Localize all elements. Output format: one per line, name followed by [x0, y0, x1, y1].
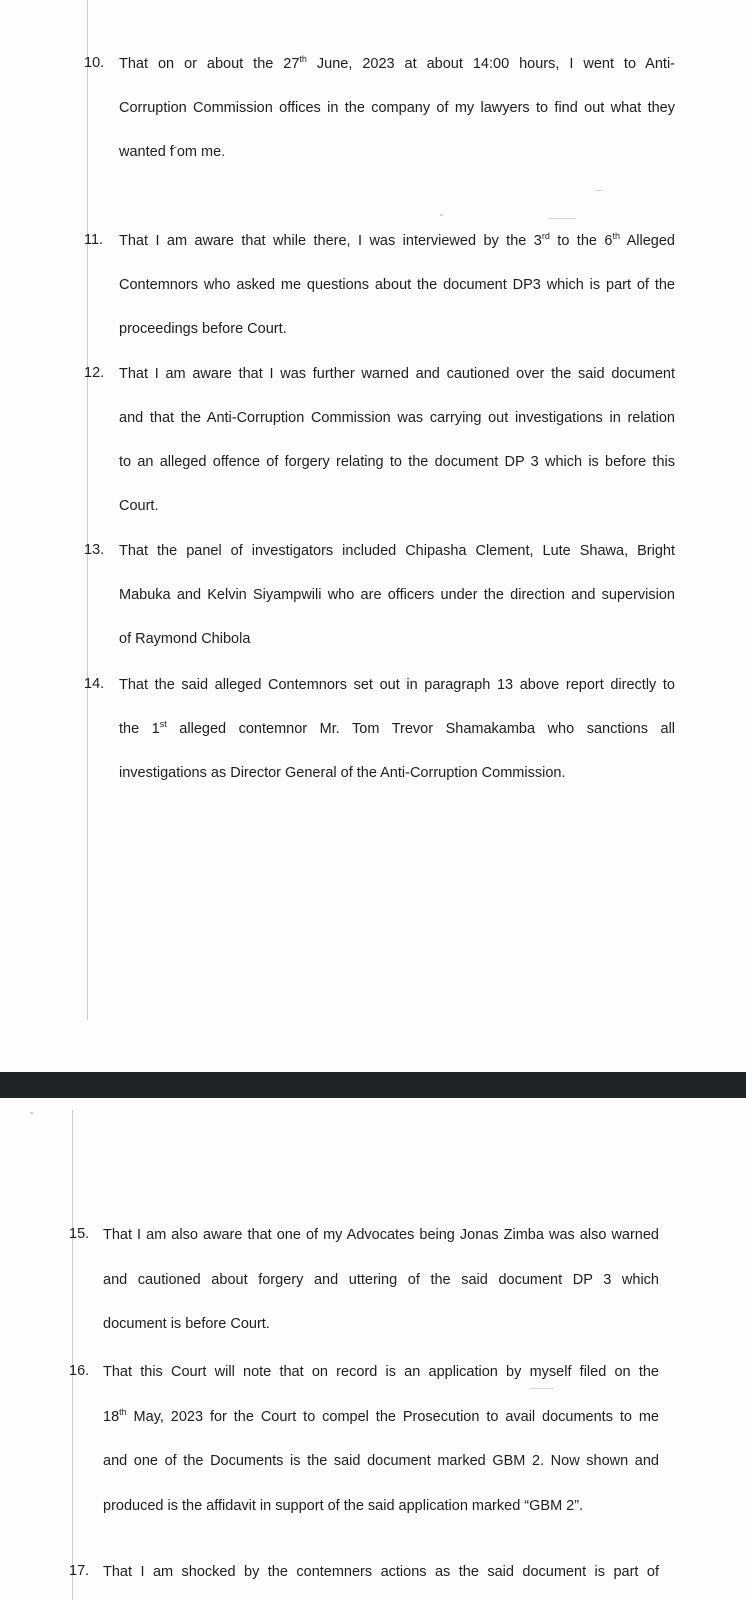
- paragraph-number: 17.: [69, 1563, 90, 1579]
- page-separator: [0, 1072, 746, 1098]
- page-margin-line: [72, 1110, 73, 1600]
- line-text: Corruption Commission offices in the company of my lawyers to find out what they: [119, 100, 675, 116]
- paragraph-line: [103, 1271, 659, 1289]
- paragraph-line: [119, 276, 675, 294]
- ordinal-suffix: st: [159, 719, 167, 730]
- document-page-2: [0, 1098, 746, 1600]
- line-text: om me.: [176, 144, 226, 160]
- paragraph-line: [103, 1226, 659, 1244]
- paragraph-line: [119, 586, 675, 604]
- line-text: June, 2023 at about 14:00 hours, I went to Anti-: [306, 56, 676, 72]
- paragraph-line: [103, 1497, 583, 1515]
- line-text: That the said alleged Contemnors set out in paragraph 13 above report directly to: [119, 677, 675, 693]
- ordinal-suffix: th: [612, 231, 620, 242]
- line-text: That this Court will note that on record is an application by myself filed on the: [103, 1364, 659, 1380]
- paragraph-line: [119, 320, 287, 338]
- line-text: the 1: [119, 721, 160, 737]
- paragraph-line: [103, 1452, 659, 1470]
- paragraph-line: [103, 1363, 659, 1381]
- line-text: alleged contemnor Mr. Tom Trevor Shamakamba who sanctions all: [166, 721, 676, 737]
- paragraph-number: 15.: [69, 1226, 90, 1242]
- paragraph-line: [119, 409, 675, 427]
- ordinal-suffix: th: [299, 54, 307, 65]
- line-text: Contemnors who asked me questions about the document DP3 which is part of the: [119, 277, 675, 293]
- page-margin-line: [87, 0, 88, 1020]
- scan-speck: [440, 214, 443, 216]
- line-text: That I am also aware that one of my Advocates being Jonas Zimba was also warned: [103, 1227, 659, 1243]
- line-text: May, 2023 for the Court to compel the Prosecution to avail documents to me: [126, 1408, 659, 1425]
- line-text: and that the Anti-Corruption Commission was carrying out investigations in relation: [119, 410, 675, 426]
- paragraph-line: [103, 1315, 270, 1333]
- scan-speck: [548, 218, 576, 219]
- paragraph-line: [119, 232, 675, 250]
- paragraph-number: 10.: [84, 55, 105, 71]
- ordinal-suffix: th: [119, 1406, 127, 1417]
- line-text: 18: [103, 1408, 120, 1425]
- paragraph-line: [119, 55, 675, 73]
- line-text: produced is the affidavit in support of the said application marked “GBM 2”.: [103, 1497, 584, 1514]
- paragraph-line: [103, 1563, 659, 1581]
- paragraph-line: [103, 1408, 659, 1426]
- paragraph-line: [119, 542, 675, 560]
- line-text: Alleged: [619, 233, 675, 249]
- line-text: to an alleged offence of forgery relating to the document DP 3 which is before this: [119, 454, 675, 470]
- line-text: and cautioned about forgery and uttering of the said document DP 3 which: [103, 1271, 659, 1288]
- paragraph-line: [119, 497, 159, 515]
- line-text: Court.: [119, 498, 159, 514]
- paragraph-line: [119, 676, 675, 694]
- line-text: That I am aware that while there, I was interviewed by the 3: [119, 233, 542, 249]
- paragraph-line: [119, 365, 675, 383]
- paragraph-line: [119, 720, 675, 738]
- paragraph-line: [119, 143, 225, 161]
- line-text: That on or about the 27: [119, 56, 300, 72]
- line-text: That I am shocked by the contemners actions as the said document is part of: [103, 1564, 659, 1580]
- paragraph-number: 16.: [69, 1363, 90, 1379]
- scan-speck: [595, 190, 603, 191]
- ordinal-suffix: rd: [541, 231, 550, 242]
- ordinal-suffix: -: [173, 142, 177, 153]
- paragraph-line: [119, 453, 675, 471]
- line-text: and one of the Documents is the said document marked GBM 2. Now shown and: [103, 1453, 659, 1469]
- line-text: of Raymond Chibola: [119, 631, 251, 647]
- paragraph-line: [119, 764, 565, 782]
- paragraph-number: 14.: [84, 676, 105, 692]
- line-text: That I am aware that I was further warned and cautioned over the said document: [119, 366, 675, 382]
- paragraph-line: [119, 99, 675, 117]
- line-text: proceedings before Court.: [119, 321, 287, 337]
- line-text: investigations as Director General of the Anti-Corruption Commission.: [119, 765, 566, 781]
- paragraph-line: [119, 630, 250, 648]
- line-text: to the 6: [549, 233, 613, 249]
- line-text: document is before Court.: [103, 1316, 270, 1332]
- paragraph-number: 11.: [84, 232, 104, 248]
- scan-speck: [530, 1388, 554, 1389]
- line-text: That the panel of investigators included Chipasha Clement, Lute Shawa, Bright: [119, 543, 675, 559]
- line-text: wanted f: [119, 144, 174, 160]
- paragraph-number: 12.: [84, 365, 105, 381]
- scan-speck: [30, 1112, 33, 1114]
- paragraph-number: 13.: [84, 542, 105, 558]
- line-text: Mabuka and Kelvin Siyampwili who are officers under the direction and supervision: [119, 587, 675, 603]
